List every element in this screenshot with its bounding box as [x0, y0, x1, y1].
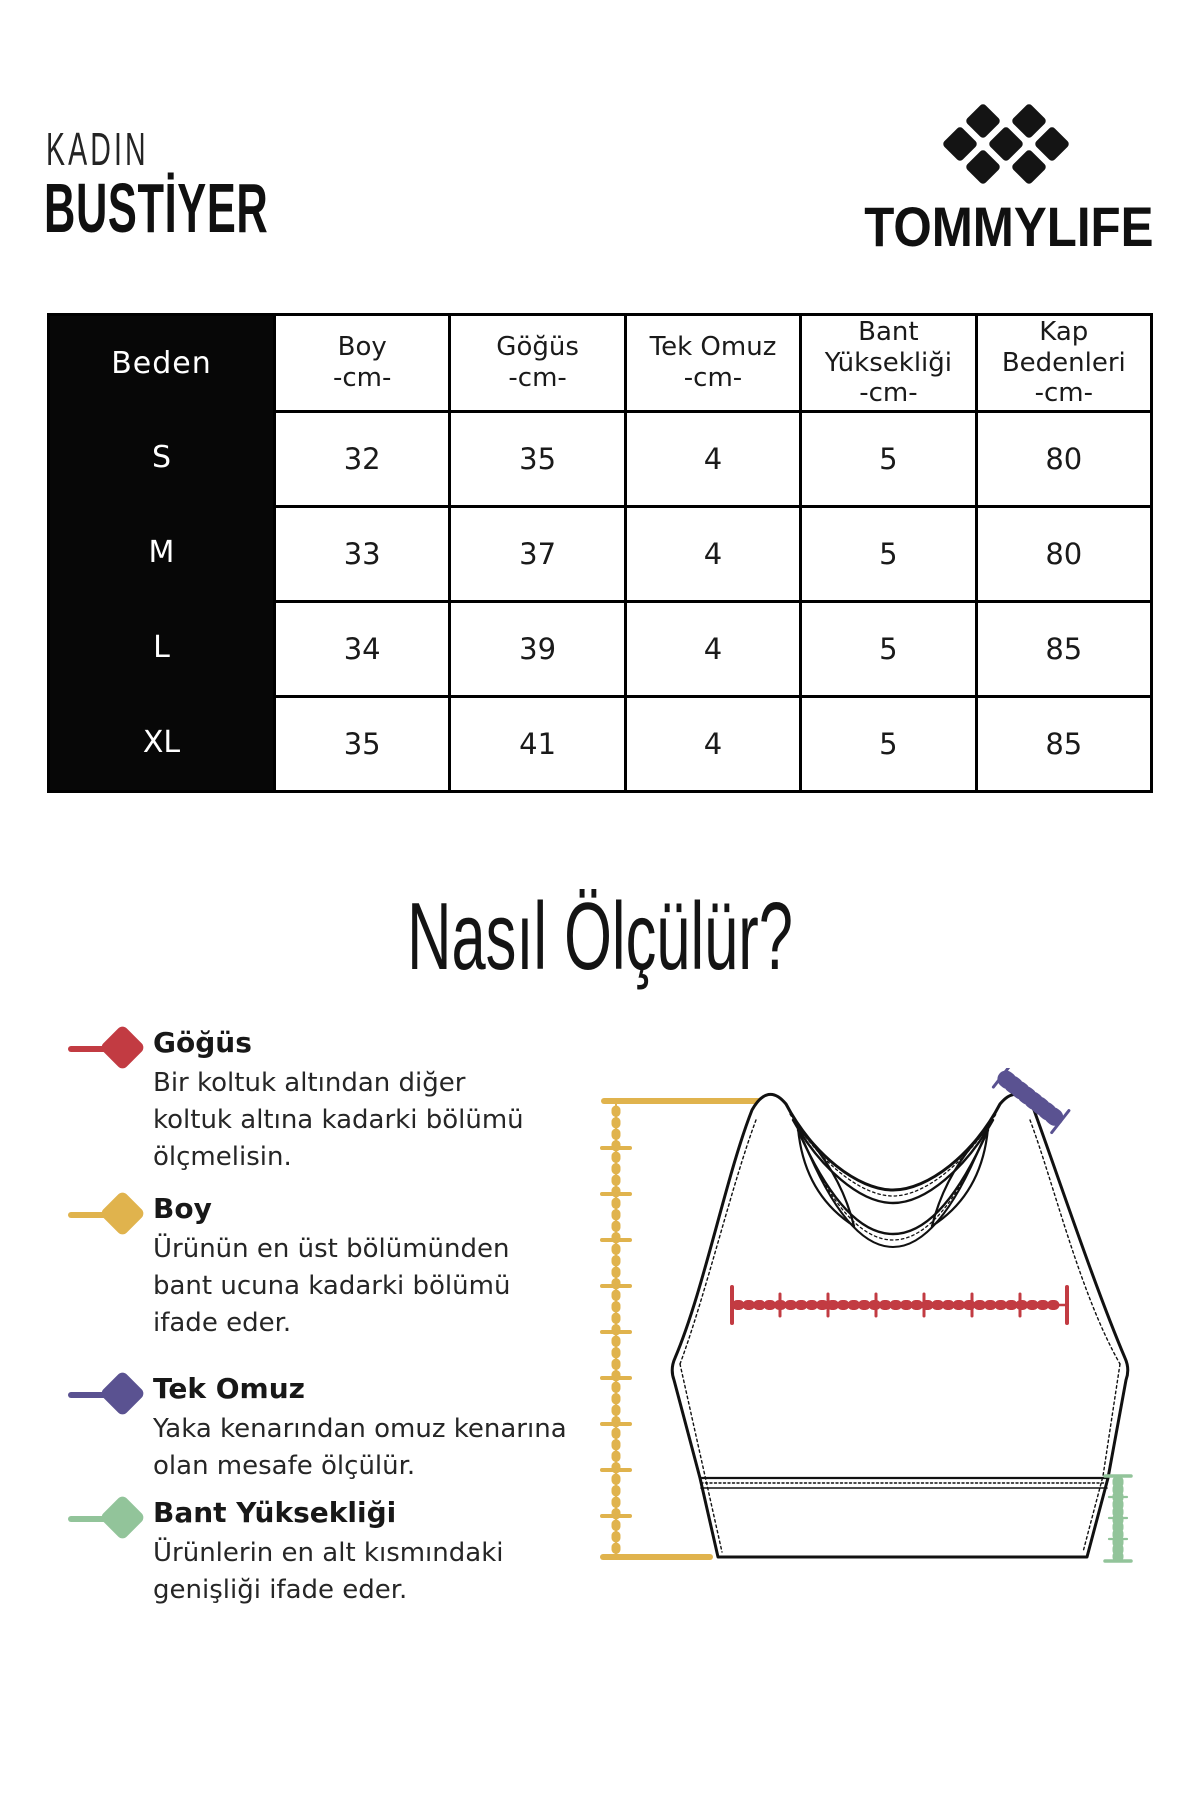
legend-description: Ürünün en üst bölümünden bant ucuna kadarki bölümü ifade eder.	[153, 1234, 511, 1338]
bant-diamond-icon	[99, 1494, 146, 1541]
category-title: KADIN	[46, 123, 149, 175]
legend-title: Boy	[153, 1192, 212, 1225]
legend-item-boy	[68, 1192, 568, 1342]
legend-description: Yaka kenarından omuz kenarına olan mesafe ölçülür.	[153, 1414, 567, 1481]
size-table	[47, 313, 1153, 793]
table-cell: 4	[624, 410, 799, 505]
boy-marker	[68, 1192, 142, 1236]
table-cell: 4	[624, 600, 799, 695]
table-cell: 80	[975, 505, 1150, 600]
brand-wordmark: TOMMYLIFE	[864, 195, 1154, 258]
legend-item-bant-yuksekligi	[68, 1496, 568, 1609]
gogus-diamond-icon	[99, 1024, 146, 1071]
table-cell: 5	[799, 410, 974, 505]
tek-omuz-marker	[68, 1372, 142, 1416]
legend-title: Bant Yüksekliği	[153, 1496, 397, 1529]
table-cell: 5	[799, 695, 974, 790]
tek-omuz-diamond-icon	[99, 1370, 146, 1417]
column-header: Kap Bedenleri -cm-	[975, 316, 1150, 410]
legend-item-tek-omuz	[68, 1372, 568, 1485]
legend-description: Bir koltuk altından diğer koltuk altına kadarki bölümü ölçmelisin.	[153, 1068, 524, 1172]
size-column	[50, 316, 273, 790]
table-cell: 37	[448, 505, 623, 600]
legend-title: Göğüs	[153, 1026, 252, 1059]
column-header: Tek Omuz -cm-	[624, 316, 799, 410]
column-header: Bant Yüksekliği -cm-	[799, 316, 974, 410]
boy-diamond-icon	[99, 1190, 146, 1237]
legend-description: Ürünlerin en alt kısmındaki genişliği ifade eder.	[153, 1538, 504, 1605]
size-row-label: S	[151, 440, 172, 475]
table-cell: 4	[624, 695, 799, 790]
bustier-diagram	[540, 1068, 1140, 1568]
table-cell: 5	[799, 600, 974, 695]
table-cell: 5	[799, 505, 974, 600]
table-cell: 41	[448, 695, 623, 790]
size-column-header: Beden	[111, 345, 212, 381]
size-row-label: XL	[142, 725, 181, 760]
table-cell: 4	[624, 505, 799, 600]
size-row-label: M	[148, 535, 175, 570]
legend-item-gogus	[68, 1026, 568, 1176]
bant-marker	[68, 1496, 142, 1540]
gogus-marker	[68, 1026, 142, 1070]
table-cell: 34	[273, 600, 448, 695]
bustier-outline	[672, 1094, 1128, 1557]
size-row-label: L	[153, 630, 170, 665]
column-header: Göğüs -cm-	[448, 316, 623, 410]
table-cell: 33	[273, 505, 448, 600]
bant-ruler-icon	[1105, 1476, 1131, 1561]
table-cell: 80	[975, 410, 1150, 505]
product-title: BUSTİYER	[44, 169, 269, 247]
tommylife-logo-icon	[940, 100, 1072, 188]
table-cell: 39	[448, 600, 623, 695]
column-header: Boy -cm-	[273, 316, 448, 410]
table-cell: 35	[448, 410, 623, 505]
table-cell: 35	[273, 695, 448, 790]
section-title: Nasıl Ölçülür?	[407, 883, 793, 990]
table-cell: 32	[273, 410, 448, 505]
legend-title: Tek Omuz	[153, 1372, 305, 1405]
table-cell: 85	[975, 600, 1150, 695]
table-cell: 85	[975, 695, 1150, 790]
